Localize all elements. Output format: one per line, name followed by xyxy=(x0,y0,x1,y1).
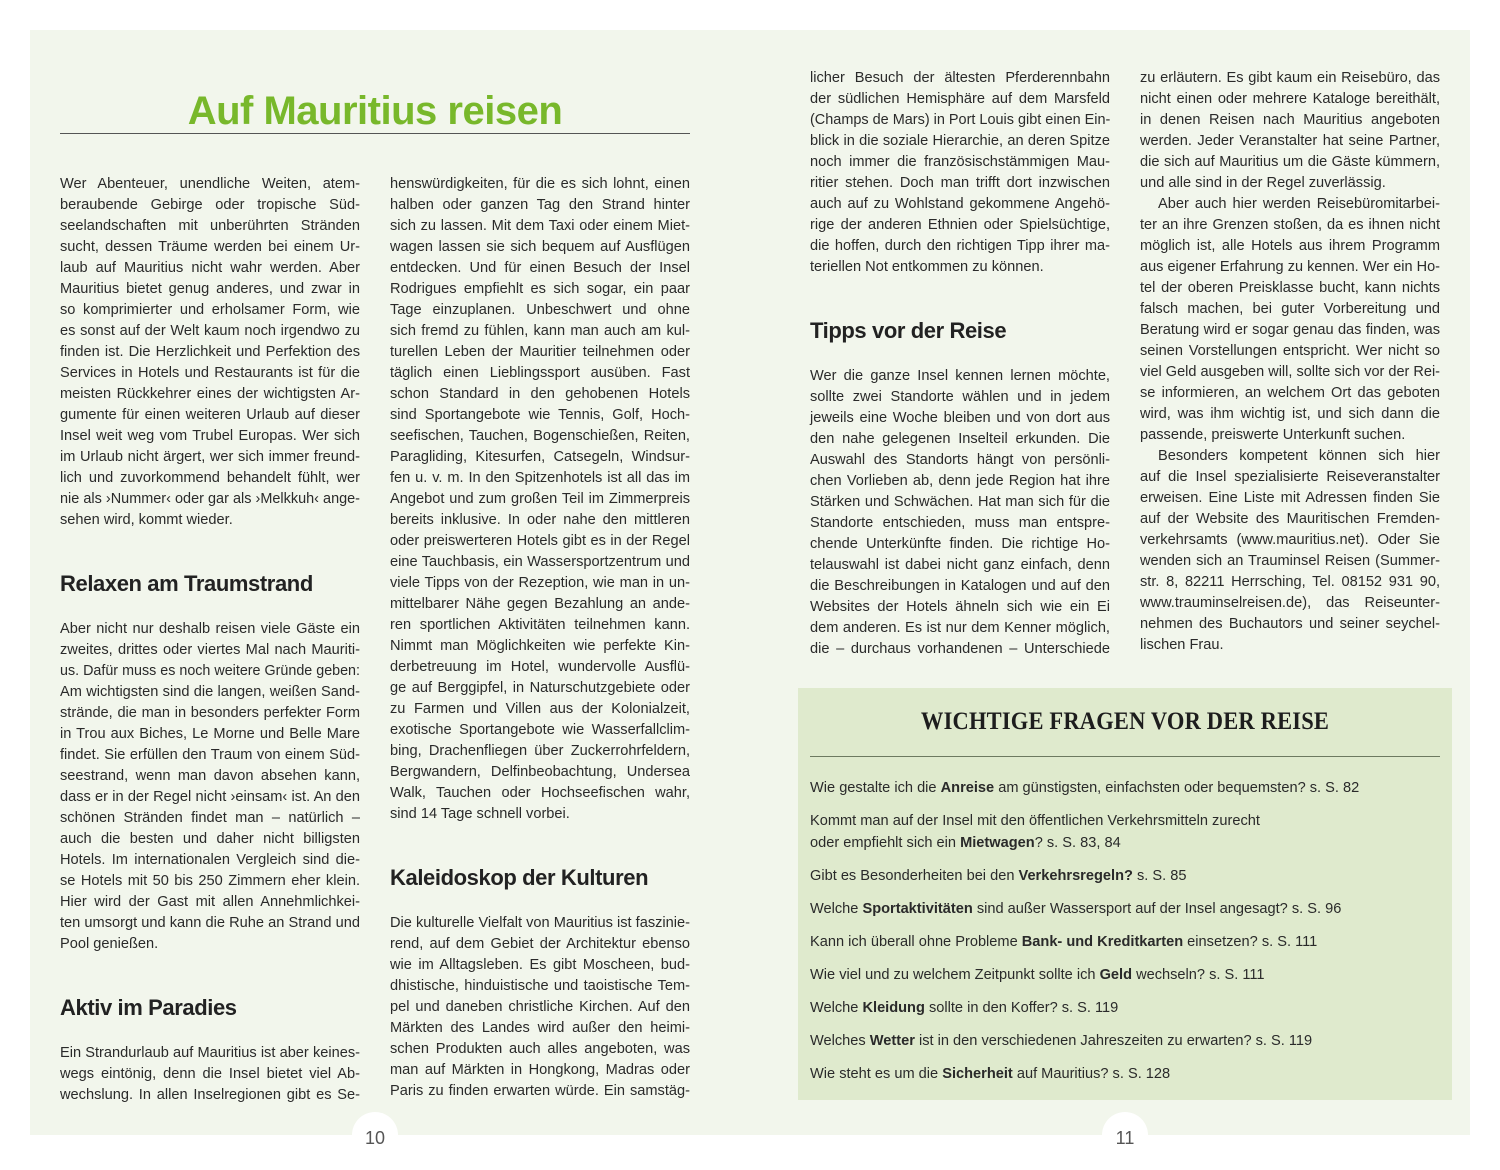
info-box-question-list xyxy=(810,777,1440,1096)
text-line: es sonst auf der Welt kaum noch irgendwo zu xyxy=(60,323,360,339)
question-item xyxy=(810,865,1440,887)
text-line: zweites, drittes oder viertes Mal nach Mauriti- xyxy=(60,642,360,658)
text-line: verkehrsamts (www.mauritius.net). Oder Sie xyxy=(1140,532,1440,548)
text-line: sehen wird, kommt wieder. xyxy=(60,512,233,528)
text-line: ren sportlichen Aktivitäten teilnehmen kann. xyxy=(390,617,690,633)
text-line: ter an ihre Grenzen stoßen, da es ihnen nicht xyxy=(1140,217,1440,233)
text-line: wechslung. In allen Inselregionen gibt es Se- xyxy=(60,1087,360,1103)
question-text: Wie steht es um die xyxy=(810,1066,943,1082)
text-line: telauswahl ist dabei nicht ganz einfach, denn xyxy=(810,557,1110,573)
text-line: auf die Insel spezialisierte Reiseveranstalter xyxy=(1140,469,1440,485)
paragraph xyxy=(390,913,690,1102)
question-keyword: Sicherheit xyxy=(942,1066,1013,1082)
page-number-left: 10 xyxy=(352,1112,398,1158)
text-line: bing, Drachenfliegen über Zuckerrohrfeldern, xyxy=(390,743,690,759)
question-item xyxy=(810,810,1440,854)
section-heading: Aktiv im Paradies xyxy=(60,995,237,1020)
right-page-column-2 xyxy=(1140,68,1440,656)
chapter-title: Auf Mauritius reisen xyxy=(187,88,563,133)
text-line: www.trauminselreisen.de), das Reiseunter- xyxy=(1140,595,1440,611)
text-line: lich und zuvorkommend behandelt fühlt, wer xyxy=(60,470,360,486)
text-line: sich zu lassen. Mit dem Taxi oder einem Miet- xyxy=(390,218,690,234)
text-line: eine Tauchbasis, ein Wassersportzentrum und xyxy=(390,554,690,570)
text-line: sich fremd zu fühlen, kann man auch am kul- xyxy=(390,323,690,339)
section-heading: Tipps vor der Reise xyxy=(810,318,1007,343)
paragraph xyxy=(60,174,360,531)
text-line: werden. Jeder Veranstalter hat seine Partner, xyxy=(1140,133,1440,149)
text-line: Hotels. Im internationalen Vergleich sind die- xyxy=(60,852,360,868)
text-line: Pool genießen. xyxy=(60,936,159,952)
question-item xyxy=(810,931,1440,953)
text-line: entdecken. Und für einen Besuch der Insel xyxy=(390,260,690,276)
text-line: sind Sportangebote wie Tennis, Golf, Hoch- xyxy=(390,407,690,423)
text-line: chende Unterkünfte finden. Die richtige Ho- xyxy=(810,536,1110,552)
paragraph xyxy=(60,619,360,955)
text-line: teriellen Not entkommen zu können. xyxy=(810,259,1044,275)
question-line xyxy=(810,1063,1440,1085)
text-line: ten umsorgt und kann die Ruhe an Strand und xyxy=(60,915,360,931)
text-line: ritier stehen. Doch man trifft dort inzwischen xyxy=(810,175,1110,191)
paragraph xyxy=(1140,194,1440,446)
text-line: turellen Leben der Mauritier teilnehmen oder xyxy=(390,344,690,360)
text-line: auf der Website des Mauritischen Fremden- xyxy=(1140,511,1440,527)
question-text: oder empfiehlt sich ein xyxy=(810,835,961,851)
text-line: wenden sich an Trauminsel Reisen (Summer- xyxy=(1140,553,1440,569)
paragraph xyxy=(1140,446,1440,656)
text-line: bereits inklusive. In oder nahe den mittleren xyxy=(390,512,690,528)
title-divider xyxy=(60,133,690,134)
question-keyword: Geld xyxy=(1099,967,1133,983)
question-keyword: Kleidung xyxy=(862,1000,925,1016)
question-item xyxy=(810,777,1440,799)
question-page-ref: sind außer Wassersport auf der Insel angesagt? s. S. 96 xyxy=(972,901,1342,917)
question-page-ref: sollte in den Koffer? s. S. 119 xyxy=(924,1000,1119,1016)
question-text: Wie gestalte ich die xyxy=(810,780,941,796)
text-line: nehmen des Buchautors und seiner seychel- xyxy=(1140,616,1440,632)
text-line: man auf Märkten in Hongkong, Madras oder xyxy=(390,1062,690,1078)
text-line: passende, preiswerte Unterkunft suchen. xyxy=(1140,427,1406,443)
text-line: seestrand, wenn man davon absehen kann, xyxy=(60,768,360,784)
text-line: dass er in der Regel nicht ›einsam‹ ist. An den xyxy=(60,789,360,805)
text-line: dem anderen. Es ist nur dem Kenner möglich, xyxy=(810,620,1110,636)
text-line: Aber nicht nur deshalb reisen viele Gäste ein xyxy=(60,621,360,637)
text-line: meisten Rückkehrer eines der wichtigsten Ar- xyxy=(60,386,360,402)
text-line: seelandschaften mit unberührten Stränden xyxy=(60,218,360,234)
text-line: rige der anderen Ethnien oder Spielsüchtige, xyxy=(810,217,1110,233)
text-line: viele Tipps von der Rezeption, wie man in un- xyxy=(390,575,690,591)
question-line xyxy=(810,1030,1440,1052)
question-text: Welche xyxy=(810,901,863,917)
section-heading: Relaxen am Traumstrand xyxy=(60,571,313,596)
text-line: noch immer die französischstämmigen Mau- xyxy=(810,154,1110,170)
text-line: Stärken und Schwächen. Hat man sich für die xyxy=(810,494,1110,510)
text-line: tel der oberen Preisklasse bucht, kann nichts xyxy=(1140,280,1440,296)
text-line: Websites der Hotels ähneln sich wie ein Ei xyxy=(810,599,1110,615)
text-line: Standorte entschieden, muss man entspre- xyxy=(810,515,1110,531)
text-line: sollte zwei Standorte wählen und in jedem xyxy=(810,389,1110,405)
text-line: so komprimierter und erholsamer Form, wie xyxy=(60,302,360,318)
question-text: Welches xyxy=(810,1033,870,1049)
text-line: aus eigener Erfahrung zu kennen. Wer ein Ho- xyxy=(1140,259,1440,275)
question-page-ref: ? s. S. 83, 84 xyxy=(1034,835,1121,851)
question-page-ref: am günstigsten, einfachsten oder bequemsten? s. S. 82 xyxy=(994,780,1360,796)
text-line: Auswahl des Standorts hängt von persönli- xyxy=(810,452,1110,468)
text-line: Besonders kompetent können sich hier xyxy=(1158,448,1440,464)
question-keyword: Wetter xyxy=(869,1033,915,1049)
text-line: Walk, Tauchen oder Hochseefischen wahr, xyxy=(390,785,690,801)
text-line: laub auf Mauritius nicht wahr werden. Aber xyxy=(60,260,360,276)
question-text: Wie viel und zu welchem Zeitpunkt sollte ich xyxy=(810,967,1100,983)
text-line: beraubende Gebirge oder tropische Süd- xyxy=(60,197,360,213)
text-line: finden ist. Die Herzlichkeit und Perfektion des xyxy=(60,344,360,360)
text-line: Die kulturelle Vielfalt von Mauritius ist faszinie- xyxy=(390,915,690,931)
question-keyword: Bank- und Kreditkarten xyxy=(1021,934,1184,950)
text-line: schon Standard in den gehobenen Hotels xyxy=(390,386,690,402)
text-line: chen Vorlieben ab, denn jede Region hat ihre xyxy=(810,473,1110,489)
question-page-ref: auf Mauritius? s. S. 128 xyxy=(1012,1066,1171,1082)
text-line: Mauritius bietet genug anderes, und zwar in xyxy=(60,281,360,297)
text-line: Wer die ganze Insel kennen lernen möchte, xyxy=(810,368,1110,384)
text-line: Services in Hotels und Restaurants ist für die xyxy=(60,365,360,381)
text-line: jeweils eine Woche bleiben und von dort aus xyxy=(810,410,1110,426)
question-text: Gibt es Besonderheiten bei den xyxy=(810,868,1019,884)
text-line: henswürdigkeiten, für die es sich lohnt, einen xyxy=(390,176,690,192)
question-keyword: Anreise xyxy=(940,780,995,796)
text-line: im Urlaub nicht ärgert, wer sich immer freund- xyxy=(60,449,360,465)
text-line: pel und daneben christliche Kirchen. Auf den xyxy=(390,999,690,1015)
text-line: dhistische, hinduistische und taoistische Tem- xyxy=(390,978,690,994)
text-line: rend, auf dem Gebiet der Architektur ebenso xyxy=(390,936,690,952)
text-line: wegs eintönig, denn die Insel bietet viel Ab- xyxy=(60,1066,360,1082)
paragraph xyxy=(60,1043,360,1106)
question-page-ref: wechseln? s. S. 111 xyxy=(1132,967,1265,983)
section-heading: Kaleidoskop der Kulturen xyxy=(390,865,649,890)
text-line: Wer Abenteuer, unendliche Weiten, atem- xyxy=(60,176,360,192)
question-line xyxy=(810,865,1440,887)
text-line: Bergwandern, Delfinbeobachtung, Undersea xyxy=(390,764,690,780)
text-line: gumente für einen weiteren Urlaub auf dieser xyxy=(60,407,360,423)
question-page-ref: einsetzen? s. S. 111 xyxy=(1183,934,1318,950)
text-line: sucht, dessen Träume werden bei einem Ur- xyxy=(60,239,360,255)
text-line: die Beschreibungen in Katalogen und auf den xyxy=(810,578,1110,594)
text-line: wagen lassen sie sich bequem auf Ausflügen xyxy=(390,239,690,255)
text-line: se Hotels mit 50 bis 250 Zimmern eher klein. xyxy=(60,873,360,889)
text-line: die sich auf Mauritius um die Gäste kümmern, xyxy=(1140,154,1440,170)
text-line: licher Besuch der ältesten Pferderennbahn xyxy=(810,70,1110,86)
text-line: auch auf zu Wohlstand gekommene Angehö- xyxy=(810,196,1110,212)
text-line: lischen Frau. xyxy=(1140,637,1224,653)
page-number-right: 11 xyxy=(1102,1112,1148,1158)
info-box-title: WICHTIGE FRAGEN VOR DER REISE xyxy=(920,708,1330,735)
text-line: Insel weit weg vom Trubel Europas. Wer sich xyxy=(60,428,360,444)
question-line xyxy=(810,931,1440,953)
text-line: seefischen, Tauchen, Bogenschießen, Reiten, xyxy=(390,428,690,444)
text-line: oder preiswerteren Hotels gibt es in der Regel xyxy=(390,533,690,549)
text-line: wird, was ihm wichtig ist, und sich dann die xyxy=(1140,406,1440,422)
text-line: täglich einen Lieblingssport ausüben. Fast xyxy=(390,365,690,381)
right-page-column-1 xyxy=(810,68,1110,660)
paragraph xyxy=(1140,68,1440,194)
text-line: zu Farmen und Villen aus der Kolonialzeit, xyxy=(390,701,690,717)
text-line: blick in die soziale Hierarchie, an deren Spitze xyxy=(810,133,1110,149)
text-line: Aber auch hier werden Reisebüromitarbei- xyxy=(1158,196,1440,212)
question-text: Kommt man auf der Insel mit den öffentlichen Verkehrsmitteln zurecht xyxy=(810,813,1260,829)
info-box-important-questions xyxy=(798,688,1452,1100)
text-line: und alle sind in der Regel zuverlässig. xyxy=(1140,175,1386,191)
text-line: mittelbarer Nähe gegen Bezahlung an ande- xyxy=(390,596,690,612)
text-line: strände, die man in besonders perfekter Form xyxy=(60,705,360,721)
text-line: möglich ist, alle Hotels aus ihrem Programm xyxy=(1140,238,1440,254)
text-line: str. 8, 82211 Herrsching, Tel. 08152 931 90, xyxy=(1140,574,1440,590)
text-line: Angebot und zum großen Teil im Zimmerpreis xyxy=(390,491,690,507)
question-item xyxy=(810,997,1440,1019)
question-text: Welche xyxy=(810,1000,863,1016)
question-line xyxy=(810,898,1440,920)
text-line: derbetreuung im Hotel, wundervolle Ausflü- xyxy=(390,659,690,675)
text-line: Nimmt man Möglichkeiten wie perfekte Kin- xyxy=(390,638,690,654)
text-line: Paragliding, Kitesurfen, Catsegeln, Windsur- xyxy=(390,449,690,465)
text-line: auch die besten und daher nicht billigsten xyxy=(60,831,360,847)
text-line: die – durchaus vorhandenen – Unterschiede xyxy=(810,641,1110,657)
text-line: halben oder ganzen Tag den Strand hinter xyxy=(390,197,690,213)
text-line: in Trou aux Biches, Le Morne und Belle Mare xyxy=(60,726,360,742)
question-keyword: Sportaktivitäten xyxy=(862,901,973,917)
text-line: sind 14 Tage schnell vorbei. xyxy=(390,806,570,822)
question-page-ref: s. S. 85 xyxy=(1132,868,1187,884)
text-line: den nahe gelegenen Inselteil erkunden. Die xyxy=(810,431,1110,447)
text-line: fen u. v. m. In den Spitzenhotels ist all das im xyxy=(390,470,690,486)
text-line: Beratung wird er sogar genau das finden, was xyxy=(1140,322,1440,338)
text-line: Tage einzuplanen. Unbeschwert und ohne xyxy=(390,302,690,318)
text-line: Märkten des Landes wird außer den heimi- xyxy=(390,1020,690,1036)
text-line: nie als ›Nummer‹ oder gar als ›Melkkuh‹ ange- xyxy=(60,491,360,507)
question-item xyxy=(810,1063,1440,1085)
question-line xyxy=(810,832,1440,854)
text-line: viel Geld ausgeben will, sollte sich vor der Rei- xyxy=(1140,364,1440,380)
text-line: in denen Reisen nach Mauritius angeboten xyxy=(1140,112,1440,128)
text-line: se informieren, an welchem Ort das geboten xyxy=(1140,385,1440,401)
text-line: zu erläutern. Es gibt kaum ein Reisebüro, das xyxy=(1140,70,1440,86)
paragraph xyxy=(390,174,690,825)
info-box-divider xyxy=(810,756,1440,757)
paragraph xyxy=(810,68,1110,278)
left-page-column-1 xyxy=(60,174,360,1106)
text-line: wie im Alltagsleben. Es gibt Moscheen, bud- xyxy=(390,957,690,973)
text-line: exotische Sportangebote wie Wasserfallclim- xyxy=(390,722,690,738)
text-line: erweisen. Eine Liste mit Adressen finden Sie xyxy=(1140,490,1440,506)
text-line: Ein Strandurlaub auf Mauritius ist aber keines- xyxy=(60,1045,360,1061)
text-line: Hier wird der Gast mit allen Annehmlichkei- xyxy=(60,894,360,910)
paragraph xyxy=(810,366,1110,660)
question-line xyxy=(810,810,1440,832)
question-line xyxy=(810,964,1440,986)
text-line: us. Dafür muss es noch weitere Gründe geben: xyxy=(60,663,360,679)
text-line: schönen Stränden findet man – natürlich – xyxy=(60,810,360,826)
text-line: falsch machen, bei guter Vorbereitung und xyxy=(1140,301,1440,317)
text-line: ge auf Berggipfel, in Naturschutzgebiete oder xyxy=(390,680,690,696)
text-line: Rodrigues empfiehlt es sich sogar, ein paar xyxy=(390,281,690,297)
question-page-ref: ist in den verschiedenen Jahreszeiten zu erwarten? s. S. 119 xyxy=(914,1033,1313,1049)
text-line: der südlichen Hemisphäre auf dem Marsfeld xyxy=(810,91,1110,107)
text-line: die hoffen, durch den richtigen Tipp ihrer ma- xyxy=(810,238,1110,254)
left-page-column-2 xyxy=(390,174,690,1102)
text-line: findet. Sie erfüllen den Traum von einem Süd- xyxy=(60,747,360,763)
question-keyword: Mietwagen xyxy=(960,835,1035,851)
question-text: Kann ich überall ohne Probleme xyxy=(810,934,1022,950)
question-line xyxy=(810,777,1440,799)
text-line: seinen Vorstellungen entspricht. Wer nicht so xyxy=(1140,343,1440,359)
text-line: (Champs de Mars) in Port Louis gibt einen Ein- xyxy=(810,112,1111,128)
question-item xyxy=(810,964,1440,986)
text-line: nicht einen oder mehrere Kataloge bereithält, xyxy=(1140,91,1440,107)
text-line: schen Produkten auch alles angeboten, was xyxy=(390,1041,690,1057)
text-line: Am wichtigsten sind die langen, weißen Sand- xyxy=(60,684,360,700)
text-line: Paris zu finden erwarten würde. Ein samstäg- xyxy=(390,1083,690,1099)
question-item xyxy=(810,898,1440,920)
question-item xyxy=(810,1030,1440,1052)
question-keyword: Verkehrsregeln? xyxy=(1018,868,1133,884)
question-line xyxy=(810,997,1440,1019)
